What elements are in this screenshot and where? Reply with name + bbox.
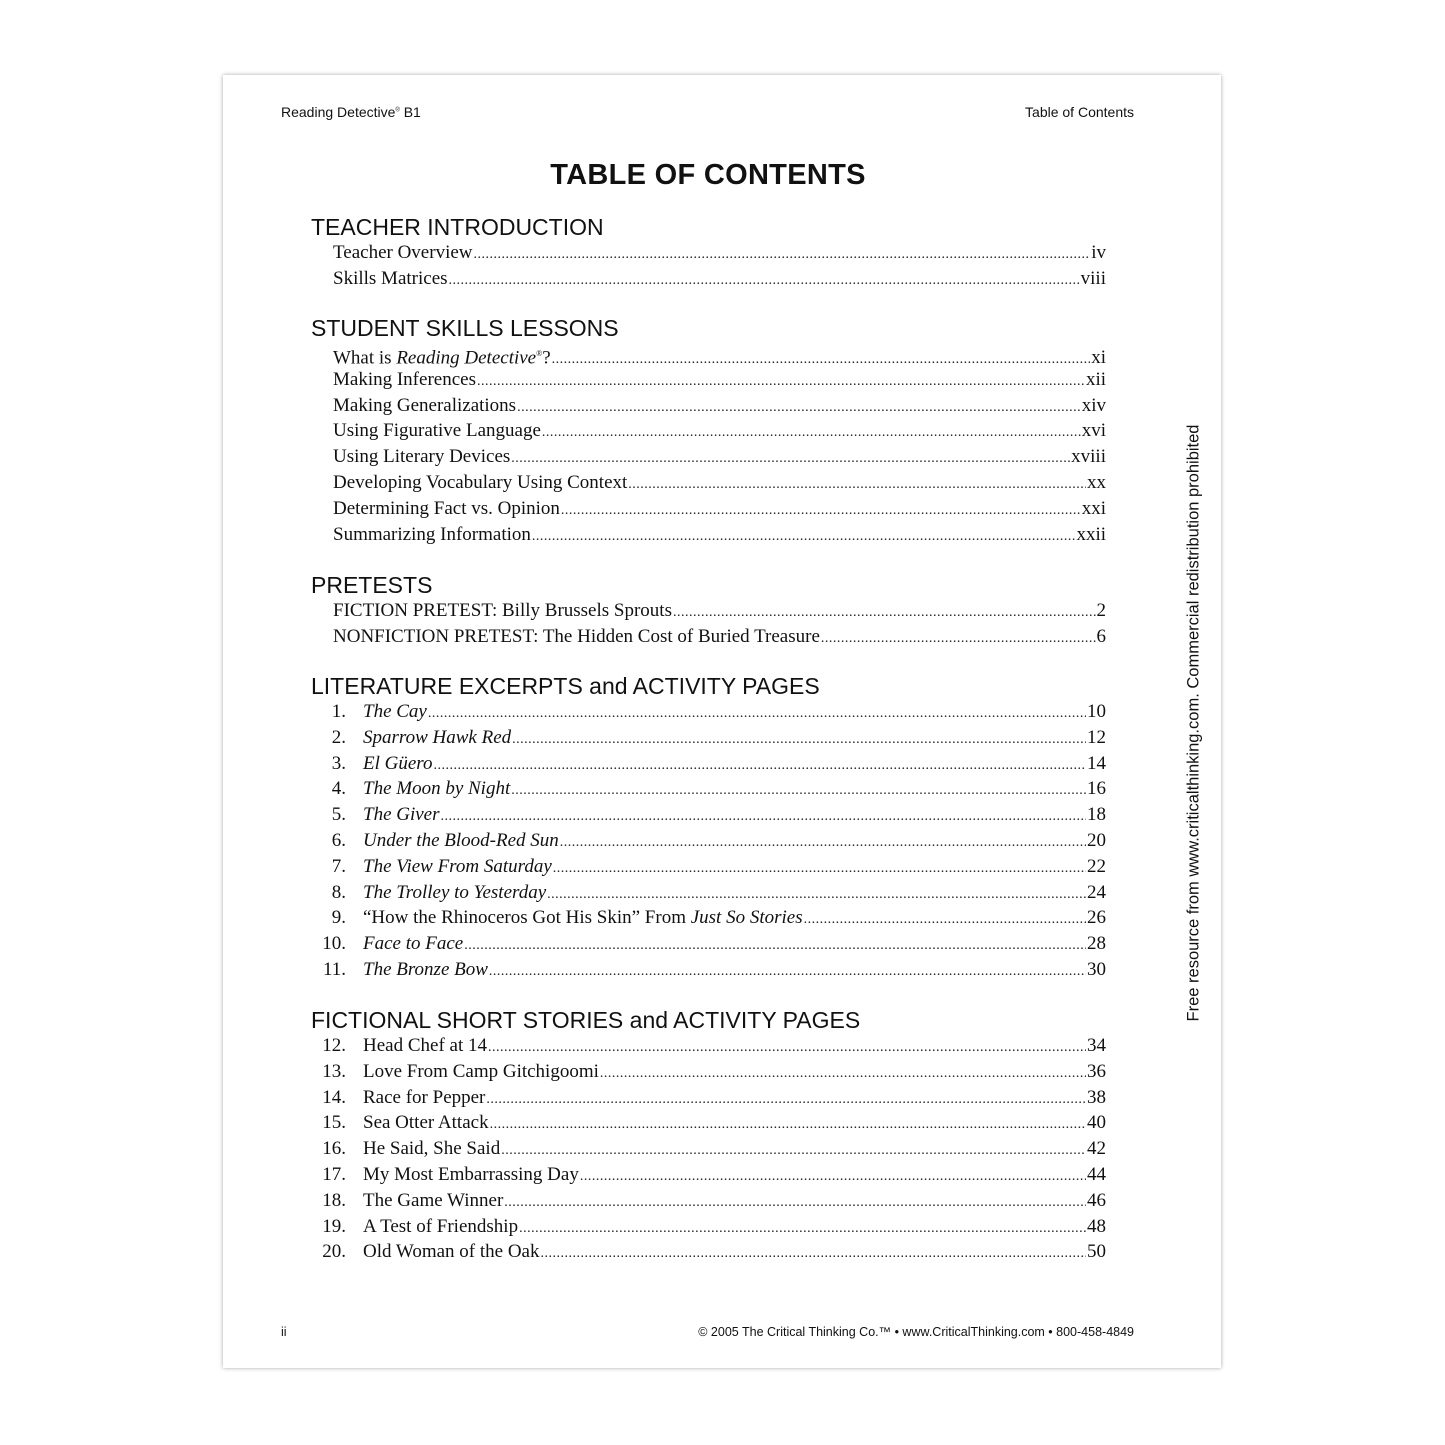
dot-leader (600, 1061, 1086, 1087)
entry-number: 15. (322, 1112, 346, 1134)
dot-leader (560, 830, 1086, 856)
entry-number: 5. (331, 804, 346, 826)
entry-title-text: Developing Vocabulary Using Context (333, 471, 628, 493)
entry-page-number: 44 (1087, 1163, 1106, 1185)
entry-title (363, 1162, 579, 1188)
entry-page-number: 50 (1087, 1241, 1106, 1263)
entry-page-number: 34 (1087, 1035, 1106, 1056)
entry-page-number: 10 (1087, 701, 1106, 722)
entry-page-number: xiv (1081, 394, 1106, 416)
entry-page-number: 30 (1087, 958, 1106, 980)
entry-title-italic: Under the Blood-Red Sun (363, 829, 559, 851)
toc-entry (311, 802, 1106, 828)
entry-page-number: iv (1091, 242, 1106, 263)
toc-entry (311, 1110, 1106, 1136)
entry-title (363, 1085, 485, 1111)
entry-page-number: 26 (1087, 907, 1106, 929)
entry-title-text: Sea Otter Attack (363, 1112, 489, 1134)
dot-leader (490, 1112, 1086, 1138)
toc-entry (311, 1214, 1106, 1240)
entry-title-text: Skills Matrices (333, 267, 448, 289)
dot-leader (553, 856, 1086, 882)
entry-title-suffix: ? (542, 347, 551, 369)
redistribution-notice-text: Free resource from www.criticalthinking.com. Commercial redistribution prohibited (1184, 424, 1203, 1022)
entry-number: 9. (331, 907, 346, 929)
toc-entry (311, 496, 1106, 522)
toc-entry (311, 776, 1106, 802)
entry-number: 14. (322, 1086, 346, 1108)
entry-title-italic: The Trolley to Yesterday (363, 881, 547, 903)
toc-entry (311, 266, 1106, 292)
toc-entry-list (311, 1033, 1106, 1265)
entry-number: 2. (331, 726, 346, 748)
entry-page-number: 18 (1087, 804, 1106, 826)
entry-title-italic: The Moon by Night (363, 778, 511, 800)
dot-leader (519, 1216, 1086, 1242)
dot-leader (441, 804, 1086, 830)
entry-page-number: xi (1091, 347, 1106, 369)
entry-title (363, 1188, 503, 1214)
entry-title (363, 880, 546, 906)
page-title: TABLE OF CONTENTS (550, 159, 866, 191)
entry-title-text: Making Generalizations (333, 394, 517, 416)
entry-number: 3. (331, 752, 346, 774)
entry-title (363, 828, 559, 854)
document-page (223, 75, 1221, 1368)
section-heading: LITERATURE EXCERPTS and ACTIVITY PAGES (311, 673, 820, 699)
entry-title-italic: The Giver (363, 804, 440, 826)
toc-entry-list (311, 699, 1106, 983)
dot-leader (486, 1087, 1086, 1113)
entry-title (363, 854, 552, 880)
entry-title-text: Old Woman of the Oak (363, 1241, 540, 1263)
entry-page-number: 2 (1096, 600, 1106, 621)
entry-title-text: Teacher Overview (333, 242, 473, 263)
entry-title-text: My Most Embarrassing Day (363, 1163, 579, 1185)
entry-title-text: Love From Camp Gitchigoomi (363, 1060, 599, 1082)
entry-title-italic: Just So Stories (690, 907, 803, 929)
entry-number: 8. (331, 881, 346, 903)
section-literature-excerpts (311, 673, 1106, 983)
dot-leader (540, 1241, 1086, 1267)
entry-title-italic: Reading Detective (396, 347, 537, 369)
entry-page-number: 46 (1087, 1189, 1106, 1211)
entry-title (333, 240, 473, 266)
dot-leader (449, 268, 1080, 294)
entry-page-number: 38 (1087, 1086, 1106, 1108)
toc-entry (311, 367, 1106, 393)
entry-page-number: 48 (1087, 1215, 1106, 1237)
section-fictional-short-stories (311, 1007, 1106, 1265)
toc-entry (311, 1033, 1106, 1059)
toc-entry (311, 957, 1106, 983)
footer-page-number: ii (281, 1325, 287, 1339)
entry-page-number: 16 (1087, 778, 1106, 800)
entry-title (363, 751, 432, 777)
entry-title-text: Summarizing Information (333, 523, 531, 545)
entry-page-number: 40 (1087, 1112, 1106, 1134)
entry-page-number: xx (1087, 471, 1106, 493)
entry-title-text: Making Inferences (333, 368, 476, 390)
entry-title (363, 957, 488, 983)
entry-title-text: Race for Pepper (363, 1086, 486, 1108)
toc-entry (311, 1085, 1106, 1111)
entry-title (333, 444, 510, 470)
book-level: B1 (399, 104, 421, 120)
entry-title-text: Using Figurative Language (333, 420, 541, 442)
entry-title (333, 624, 820, 650)
toc-entry (311, 854, 1106, 880)
entry-number: 11. (322, 958, 346, 980)
entry-page-number: xxii (1076, 523, 1106, 545)
entry-title (363, 931, 463, 957)
section-heading: PRETESTS (311, 572, 433, 598)
dot-leader (547, 882, 1086, 908)
entry-title-prefix: “How the Rhinoceros Got His Skin” From (363, 907, 691, 929)
toc-entry (311, 905, 1106, 931)
dot-leader (821, 626, 1096, 652)
entry-title (363, 1033, 487, 1059)
entry-number: 16. (322, 1138, 346, 1160)
toc-entry (311, 393, 1106, 419)
entry-title (333, 418, 541, 444)
footer-copyright: © 2005 The Critical Thinking Co.™ • www.CriticalThinking.com • 800-458-4849 (698, 1325, 1134, 1339)
toc-entry (311, 828, 1106, 854)
dot-leader (673, 600, 1096, 626)
entry-title (363, 776, 510, 802)
entry-number: 4. (331, 778, 346, 800)
running-header-right: Table of Contents (1025, 104, 1134, 120)
entry-page-number: viii (1080, 267, 1106, 289)
dot-leader (511, 778, 1086, 804)
entry-title-text: FICTION PRETEST: Billy Brussels Sprouts (333, 600, 672, 621)
dot-leader (428, 701, 1086, 727)
entry-page-number: 36 (1087, 1060, 1106, 1082)
dot-leader (504, 1190, 1086, 1216)
dot-leader (804, 907, 1086, 933)
toc-entry (311, 1162, 1106, 1188)
toc-entry (311, 418, 1106, 444)
entry-number: 1. (331, 701, 346, 722)
entry-page-number: xii (1085, 368, 1106, 390)
toc-entry (311, 751, 1106, 777)
entry-title-italic: El Güero (363, 752, 433, 774)
entry-number: 20. (322, 1241, 346, 1263)
toc-entry (311, 1239, 1106, 1265)
entry-page-number: 20 (1087, 829, 1106, 851)
entry-title (363, 802, 440, 828)
entry-page-number: 6 (1096, 625, 1106, 647)
toc-entry (311, 931, 1106, 957)
entry-title-text: NONFICTION PRETEST: The Hidden Cost of Buried Treasure (333, 625, 820, 647)
toc-entry (311, 240, 1106, 266)
section-heading: TEACHER INTRODUCTION (311, 214, 604, 240)
dot-leader (580, 1164, 1086, 1190)
entry-page-number: xvi (1081, 420, 1106, 442)
toc-entry (311, 522, 1106, 548)
entry-title-text: He Said, She Said (363, 1138, 501, 1160)
dot-leader (474, 242, 1091, 268)
entry-page-number: 12 (1087, 726, 1106, 748)
section-pretests (311, 572, 1106, 650)
section-teacher-introduction (311, 214, 1106, 292)
entry-page-number: 28 (1087, 933, 1106, 955)
entry-number: 13. (322, 1060, 346, 1082)
section-heading: FICTIONAL SHORT STORIES and ACTIVITY PAGES (311, 1007, 861, 1033)
entry-title-text: Determining Fact vs. Opinion (333, 497, 560, 519)
dot-leader (532, 524, 1076, 550)
running-header-left (281, 104, 421, 120)
entry-title (333, 522, 531, 548)
entry-number: 19. (322, 1215, 346, 1237)
entry-title (333, 496, 560, 522)
toc-entry-list (311, 341, 1106, 547)
entry-title (363, 699, 427, 725)
toc-entry (311, 1136, 1106, 1162)
entry-page-number: 22 (1087, 855, 1106, 877)
entry-title-text: The Game Winner (363, 1189, 504, 1211)
entry-title (333, 393, 516, 419)
toc-entry-list (311, 598, 1106, 650)
entry-title-text: Head Chef at 14 (363, 1035, 487, 1056)
dot-leader (628, 472, 1086, 498)
entry-title (363, 1136, 500, 1162)
dot-leader (477, 369, 1085, 395)
entry-number: 17. (322, 1163, 346, 1185)
entry-title (333, 470, 627, 496)
entry-title-italic: Sparrow Hawk Red (363, 726, 512, 748)
entry-number: 10. (322, 933, 346, 955)
entry-number: 12. (322, 1035, 346, 1056)
entry-title (333, 266, 448, 292)
entry-number: 6. (331, 829, 346, 851)
dot-leader (488, 1035, 1086, 1061)
toc-entry (311, 1059, 1106, 1085)
entry-title-text: Using Literary Devices (333, 446, 511, 468)
dot-leader (501, 1138, 1086, 1164)
book-title: Reading Detective (281, 104, 396, 120)
dot-leader (517, 395, 1081, 421)
entry-title-prefix: What is (333, 347, 397, 369)
entry-title (363, 905, 803, 931)
entry-number: 7. (331, 855, 346, 877)
entry-number: 18. (322, 1189, 346, 1211)
toc-entry (311, 699, 1106, 725)
registered-mark: ® (395, 107, 400, 114)
section-student-skills-lessons (311, 315, 1106, 547)
dot-leader (561, 498, 1081, 524)
entry-title-italic: The Cay (363, 701, 427, 722)
toc-entry (311, 725, 1106, 751)
entry-title (363, 1239, 539, 1265)
toc-entry (311, 1188, 1106, 1214)
entry-page-number: 24 (1087, 881, 1106, 903)
dot-leader (464, 933, 1086, 959)
toc-entry (311, 341, 1106, 367)
entry-page-number: 42 (1087, 1138, 1106, 1160)
entry-title-italic: The Bronze Bow (363, 958, 488, 980)
toc-entry-list (311, 240, 1106, 292)
dot-leader (433, 753, 1086, 779)
entry-title-italic: The View From Saturday (363, 855, 552, 877)
toc-entry (311, 444, 1106, 470)
dot-leader (512, 727, 1086, 753)
entry-title (333, 367, 476, 393)
section-heading: STUDENT SKILLS LESSONS (311, 315, 619, 341)
entry-page-number: xxi (1081, 497, 1106, 519)
entry-page-number: 14 (1087, 752, 1106, 774)
entry-title (363, 1059, 599, 1085)
toc-entry (311, 598, 1106, 624)
toc-entry (311, 880, 1106, 906)
toc-entry (311, 624, 1106, 650)
dot-leader (511, 446, 1070, 472)
entry-title (333, 598, 672, 624)
entry-title (363, 1110, 489, 1136)
entry-title (363, 725, 511, 751)
entry-title-italic: Face to Face (363, 933, 464, 955)
registered-mark: ® (536, 349, 543, 358)
entry-title (363, 1214, 518, 1240)
entry-title-text: A Test of Friendship (363, 1215, 519, 1237)
dot-leader (489, 959, 1086, 985)
toc-entry (311, 470, 1106, 496)
entry-page-number: xviii (1071, 446, 1106, 468)
dot-leader (542, 420, 1081, 446)
